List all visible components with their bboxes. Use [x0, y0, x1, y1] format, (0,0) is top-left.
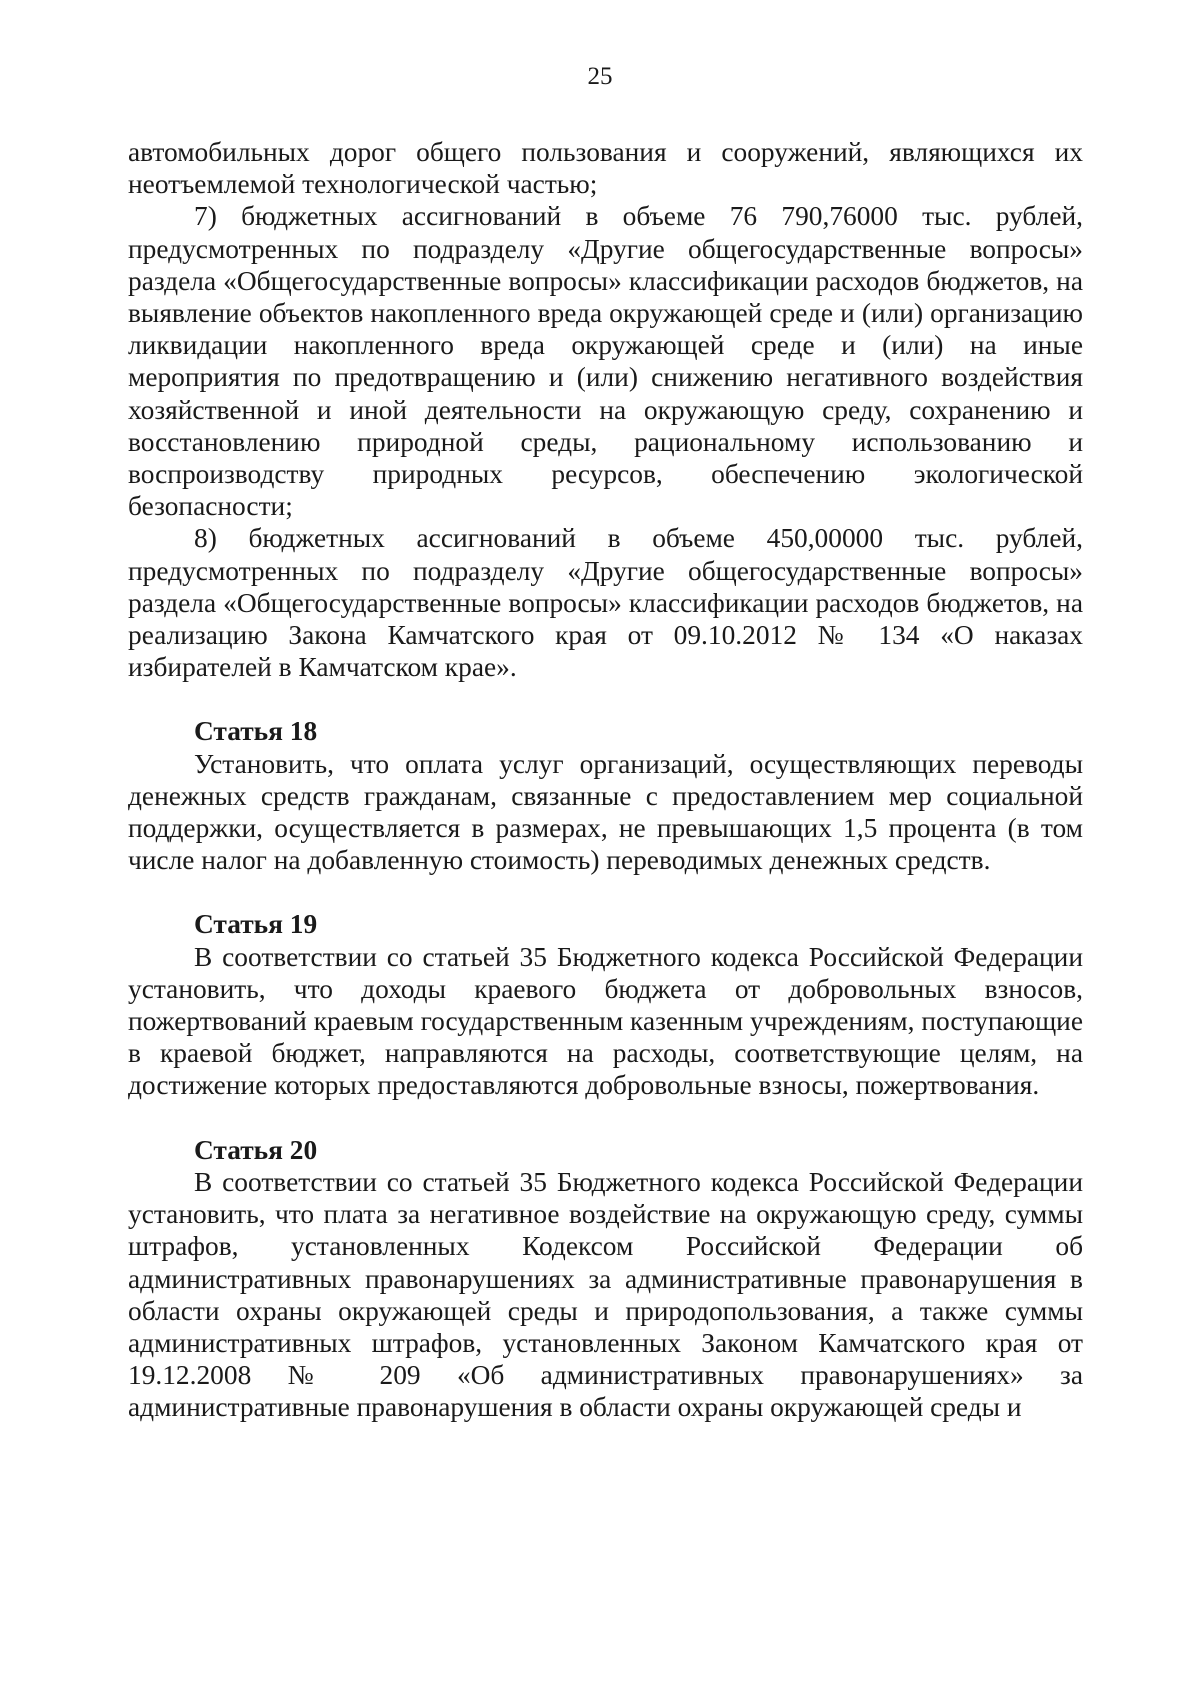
- article-19: [128, 908, 1083, 1101]
- section-gap: [128, 876, 1083, 908]
- document-body: [128, 136, 1083, 1424]
- list-item-7: 7) бюджетных ассигнований в объеме 76 790,76000 тыс. рублей, предусмотренных по подразделу «Другие общегосударственные вопросы» раздела «Общегосударственные вопросы» классификации расходов бюджетов, на выявление объектов накопленного вреда окружающей среде и (или) организацию ликвидации накопленного вреда окружающей среде и (или) на иные мероприятия по предотвращению и (или) снижению негативного воздействия хозяйственной и иной деятельности на окружающую среду, сохранению и восстановлению природной среды, рациональному использованию и воспроизводству природных ресурсов, обеспечению экологической безопасности;: [128, 201, 1083, 522]
- article-18: [128, 715, 1083, 876]
- article-text: В соответствии со статьей 35 Бюджетного кодекса Российской Федерации установить, что доходы краевого бюджета от добровольных взносов, пожертвований краевым государственным казенным учреждениям, поступающие в краевой бюджет, направляются на расходы, соответствующие целям, на достижение которых предоставляются добровольные взносы, пожертвования.: [128, 941, 1083, 1101]
- article-heading: Статья 18: [194, 716, 318, 747]
- page-number: 25: [587, 63, 613, 90]
- list-item-8: 8) бюджетных ассигнований в объеме 450,00000 тыс. рублей, предусмотренных по подразделу «Другие общегосударственные вопросы» раздела «Общегосударственные вопросы» классификации расходов бюджетов, на реализацию Закона Камчатского края от 09.10.2012 № 134 «О наказах избирателей в Камчатском крае».: [128, 523, 1083, 683]
- section-gap: [128, 1102, 1083, 1134]
- section-gap: [128, 683, 1083, 715]
- article-heading: Статья 20: [194, 1134, 318, 1165]
- article-text: Установить, что оплата услуг организаций, осуществляющих переводы денежных средств гражданам, связанные с предоставлением мер социальной поддержки, осуществляется в размерах, не превышающих 1,5 процента (в том числе налог на добавленную стоимость) переводимых денежных средств.: [128, 748, 1083, 876]
- article-text: В соответствии со статьей 35 Бюджетного кодекса Российской Федерации установить, что плата за негативное воздействие на окружающую среду, суммы штрафов, установленных Кодексом Российской Федерации об административных правонарушениях за административные правонарушения в области охраны окружающей среды и природопользования, а также суммы административных штрафов, установленных Законом Камчатского края от 19.12.2008 № 209 «Об административных правонарушениях» за административные правонарушения в области охраны окружающей среды и: [128, 1166, 1083, 1423]
- article-heading: Статья 19: [194, 909, 318, 940]
- continuation-paragraph: автомобильных дорог общего пользования и сооружений, являющихся их неотъемлемой технологической частью;: [128, 137, 1083, 200]
- article-20: [128, 1134, 1083, 1424]
